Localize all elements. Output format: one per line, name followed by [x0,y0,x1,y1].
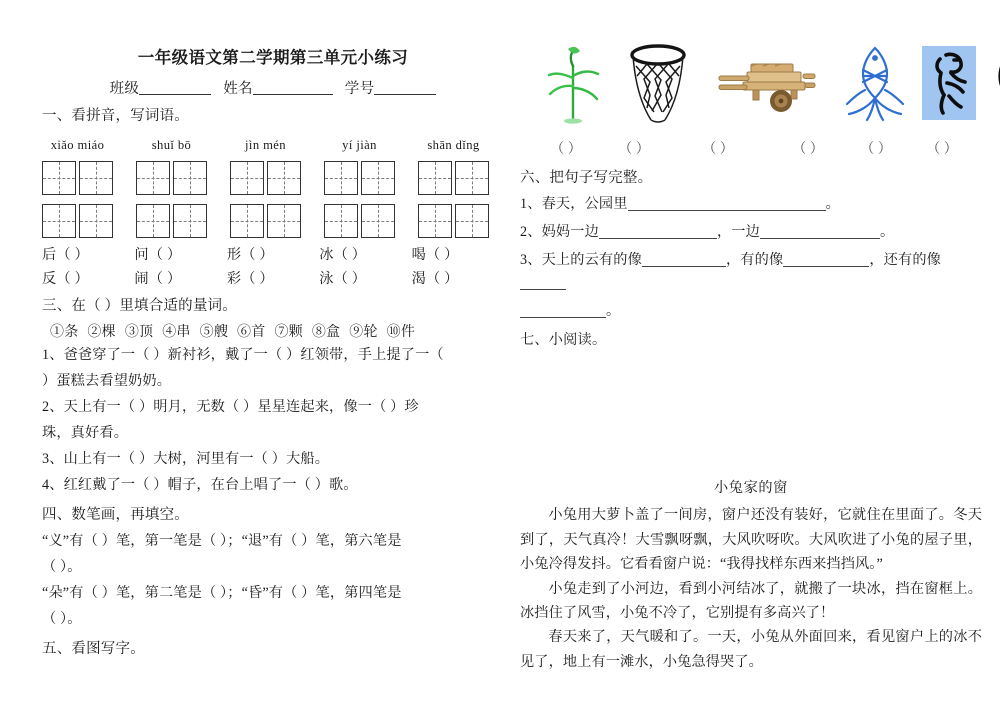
antler-plant-pictograph [990,40,1000,128]
tianzige-cell[interactable] [79,204,113,238]
number-label: 学号 [344,81,375,98]
sentence-2-text-b: ，一边 [716,224,760,241]
sentence-3-text-b: ，有的像 [725,251,784,268]
section-six-sentence-3-cont [520,300,982,324]
tianzige-cell[interactable] [324,204,358,238]
section-six-sentence-2 [520,221,982,245]
measure-word-item: ⑨轮 [349,325,378,341]
pictograph-answer-blank[interactable]: （ ） [860,142,892,157]
tianzige-cell[interactable] [79,161,113,195]
measure-word-item: ⑩件 [386,325,416,341]
measure-word-item: ⑤艘 [199,325,229,341]
pictograph-answer-blank[interactable]: （ ） [550,142,582,157]
antler-plant-icon [990,44,1000,124]
right-column [520,0,982,674]
fish-icon [843,42,907,126]
section-six-sentence-3 [520,249,982,296]
section-three-q1-cont[interactable]: ）蛋糕去看望奶奶。 [42,373,172,390]
measure-word-item: ⑦颗 [274,325,303,341]
section-six-sentence-1 [520,193,982,217]
pictograph-answer-blank[interactable]: （ ） [792,142,824,157]
tianzige-cell[interactable] [418,204,452,238]
compare-item[interactable]: 闹（ ） [134,270,182,287]
measure-word-item: ②棵 [87,325,116,341]
section-four-line-1-cont[interactable]: （ ）。 [42,558,82,575]
section-three-heading: 三、在（ ）里填合适的量词。 [42,297,237,314]
section-seven-heading: 七、小阅读。 [520,332,607,349]
tianzige-cell[interactable] [230,204,264,238]
sentence-1-text: 1、春天，公园里 [520,196,628,213]
tianzige-cell[interactable] [267,161,301,195]
section-six-heading: 六、把句子写完整。 [520,170,653,186]
compare-item[interactable]: 彩（ ） [226,270,274,287]
sentence-2-period: 。 [879,224,895,241]
sentence-3-period: 。 [606,302,621,319]
passage-paragraph: 春天来了，天气暖和了。一天，小兔从外面回来，看见窗户上的冰不见了，地上有一滩水，小兔急得哭了。 [520,629,982,670]
tianzige-cell[interactable] [173,161,207,195]
tianzige-cell[interactable] [136,161,170,195]
compare-item[interactable]: 冰（ ） [319,246,367,263]
tianzige-group [324,161,395,195]
tianzige-row-1 [42,161,504,195]
sentence-3-blank-1[interactable] [642,266,726,267]
passage-title: 小兔家的窗 [714,480,788,497]
tianzige-group [136,204,207,238]
tianzige-group [324,204,395,238]
measure-word-item: ④串 [162,325,191,341]
sentence-3-text-c: ，还有的像 [869,251,942,268]
measure-word-item: ①条 [50,325,79,341]
compare-item[interactable]: 反（ ） [42,270,89,287]
tianzige-group [230,161,301,195]
compare-row-2 [42,268,504,288]
pictograph-answer-blank[interactable]: （ ） [618,142,650,157]
section-four-heading: 四、数笔画，再填空。 [42,507,189,524]
tianzige-row-2 [42,204,504,238]
page-title: 一年级语文第二学期第三单元小练习 [137,48,409,67]
class-blank[interactable] [139,94,211,95]
section-three-q2-cont[interactable]: 珠，真好看。 [42,425,129,442]
compare-item[interactable]: 泳（ ） [319,270,367,287]
section-four-line-1[interactable]: “义”有（ ）笔，第一笔是（ ）；“退”有（ ）笔，第六笔是 [42,532,402,549]
compare-row-1 [42,244,504,264]
sentence-2-blank-1[interactable] [599,238,717,239]
pictograph-strip [520,40,982,132]
tianzige-cell[interactable] [361,204,395,238]
tianzige-cell[interactable] [42,161,76,195]
tianzige-group [136,161,207,195]
measure-word-item: ⑥首 [237,325,266,341]
tianzige-cell[interactable] [136,204,170,238]
tianzige-group [418,161,489,195]
net-basket-icon [627,42,689,126]
sentence-3-blank-3b[interactable] [520,317,606,318]
wooden-cart-pictograph [716,40,826,128]
pinyin-row [42,138,504,153]
bird-oracle-icon [927,50,971,116]
grass-plant-icon [544,44,602,124]
sentence-3-text-a: 3、天上的云有的像 [520,251,642,268]
net-basket-pictograph [622,40,694,128]
bird-oracle-pictograph [922,46,976,120]
name-blank[interactable] [253,94,333,95]
wooden-cart-icon [717,52,825,116]
compare-item[interactable]: 喝（ ） [411,246,459,263]
number-blank[interactable] [374,94,436,95]
pictograph-answer-row [520,138,982,160]
sentence-1-blank[interactable] [628,210,826,211]
fish-pictograph [842,40,908,128]
tianzige-group [42,204,113,238]
passage-paragraph: 小兔走到了小河边，看到小河结冰了，就搬了一块冰，挡在窗框上。冰挡住了风雪，小兔不冷了，它别提有多高兴了！ [520,580,982,621]
section-four-line-2[interactable]: “朵”有（ ）笔，第二笔是（ ）；“昏”有（ ）笔，第四笔是 [42,584,402,601]
pinyin-cell: jìn mén [245,137,286,152]
tianzige-cell[interactable] [267,204,301,238]
compare-item[interactable]: 形（ ） [226,246,274,263]
compare-item[interactable]: 问（ ） [134,246,182,263]
pictograph-answer-blank[interactable]: （ ） [926,142,958,157]
tianzige-cell[interactable] [173,204,207,238]
pictograph-answer-blank[interactable]: （ ） [702,142,734,157]
tianzige-cell[interactable] [455,204,489,238]
sentence-1-period: 。 [825,196,840,213]
section-three-q2[interactable]: 2、天上有一（ ）明月，无数（ ）星星连起来，像一（ ）珍 [42,399,419,416]
tianzige-group [230,204,301,238]
tianzige-cell[interactable] [42,204,76,238]
compare-item[interactable]: 渴（ ） [411,270,459,287]
measure-word-list [42,321,504,341]
sentence-2-text-a: 2、妈妈一边 [520,224,599,241]
reading-passage [520,477,982,674]
tianzige-group [418,204,489,238]
name-label: 姓名 [223,81,253,98]
section-three-q1[interactable]: 1、爸爸穿了一（ ）新衬衫，戴了一（ ）红领带，手上提了一（ [42,347,444,364]
section-one-heading: 一、看拼音，写词语。 [42,108,189,125]
student-info-line [42,77,504,98]
tianzige-cell[interactable] [230,161,264,195]
measure-word-item: ⑧盒 [311,325,341,341]
sentence-3-blank-3a[interactable] [520,289,566,290]
sentence-2-blank-2[interactable] [760,238,880,239]
passage-paragraph: 小兔用大萝卜盖了一间房，窗户还没有装好，它就住在里面了。冬天到了，天气真冷！大雪飘呀飘，大风吹呀吹。大风吹进了小兔的屋子里，小兔冷得发抖。它看看窗户说：“我得找样东西来挡挡风。” [520,507,982,573]
sentence-3-blank-2[interactable] [783,266,869,267]
tianzige-cell[interactable] [324,161,358,195]
pinyin-cell: shān dǐng [427,137,480,152]
section-four-line-2-cont[interactable]: （ ）。 [42,610,82,627]
class-label: 班级 [109,81,140,98]
left-column [42,0,504,660]
pinyin-cell: yí jiàn [342,137,377,152]
tianzige-cell[interactable] [418,161,452,195]
grass-plant-pictograph [538,40,608,128]
tianzige-group [42,161,113,195]
compare-item[interactable]: 后（ ） [42,246,89,263]
section-three-q4[interactable]: 4、红红戴了一（ ）帽子，在台上唱了一（ ）歌。 [42,477,358,494]
section-five-heading: 五、看图写字。 [42,640,145,657]
pinyin-cell: xiǎo miáo [50,137,105,152]
tianzige-cell[interactable] [455,161,489,195]
tianzige-cell[interactable] [361,161,395,195]
pinyin-cell: shuǐ bō [151,137,192,152]
section-three-q3[interactable]: 3、山上有一（ ）大树，河里有一（ ）大船。 [42,451,330,468]
measure-word-item: ③顶 [124,325,154,341]
